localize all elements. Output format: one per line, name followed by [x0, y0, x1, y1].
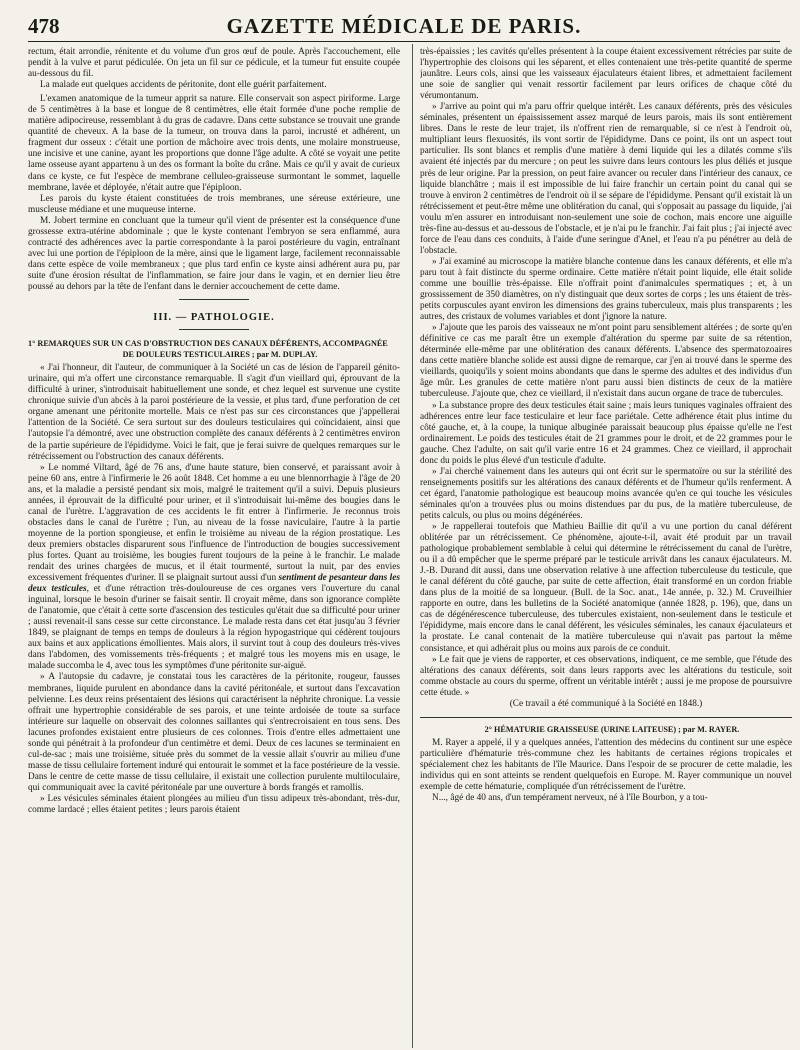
right-column [420, 47, 792, 1047]
paragraph: M. Rayer a appelé, il y a quelques années, l'attention des médecins du continent sur une espèce particulière d'hématurie très-commune chez les habitants de certaines régions tropicales et spécialement chez les habitants de l'île Maurice. Dans l'espoir de se procurer de cette maladie, les individus qui en sont atteints se rendent quelquefois en Europe. M. Rayer communique un nouvel exemple de cette hématurie, compliquée d'un rétrécissement de l'urètre. [420, 737, 792, 793]
paragraph: » Les vésicules séminales étaient plongées au milieu d'un tissu adipeux très-abondant, très-dur, comme lardacé ; elles étaient petites ; leurs parois étaient [28, 794, 400, 816]
left-column [28, 47, 400, 1047]
paragraph: rectum, était arrondie, rénitente et du volume d'un gros œuf de poule. Après l'accouchement, elle pendit à la vulve et parut pédiculée. On jeta un fil sur ce pédicule, et la tumeur fut ensuite coupée au-dessous du fil. [28, 47, 400, 80]
paragraph: » A l'autopsie du cadavre, je constatai tous les caractères de la péritonite, rougeur, fausses membranes, liquide purulent en abondance dans la cavité péritonéale, et surtout dans l'excavation pelvienne. Les deux reins présentaient des lésions qui caractérisent la néphrite chronique. La vessie offrait une hypertrophie considérable de ses parois, et une teinte ardoisée de toute sa surface intérieure sur laquelle on observait des colonnes saillantes qui s'entrecroisaient en tous sens. Des lacunes profondes existaient entre plusieurs de ces colonnes. Trois d'entre elles admettaient une sonde qui pénétrait à la profondeur d'un centimètre et demi. Deux de ces lacunes se terminaient en cul-de-sac ; mais une troisième, située près du sommet de la vessie allait s'ouvrir au milieu d'une masse de tissu cellulaire fortement induré qui entourait le sommet et la face postérieure de la vessie. Dans le centre de cette masse de tissu cellulaire, il existait une collection purulente multiloculaire, qui communiquait avec la cavité péritonéale par une ouverture à bords frangés et ramollis. [28, 672, 400, 793]
paragraph: « J'ai l'honneur, dit l'auteur, de communiquer à la Société un cas de lésion de l'appareil génito-urinaire, qui m'a offert une circonstance remarquable. Il s'agit d'un vieillard qui, éprouvant de la difficulté à uriner, s'introduisait habituellement une sonde, et chez lequel est survenue une cystite chronique suivie d'un abcès à la paroi postérieure de la vessie, et plus tard, d'une perforation de cet organe amenant une péritonite mortelle. Mais ce n'est pas sur ces circonstances que j'appellerai l'attention de la Société. Ce sera surtout sur des douleurs testiculaires qui coïncidaient, ainsi que l'autopsie l'a démontré, avec une obstruction complète des canaux déférents à 2 centimètres environ de la partie supérieure de l'épididyme. Voici le fait, que je ferai suivre de quelques remarques sur le rétrécissement ou l'obstruction des canaux déférents. [28, 363, 400, 462]
section-title: III. — PATHOLOGIE. [153, 312, 275, 324]
paragraph: Les parois du kyste étaient constituées de trois membranes, une séreuse extérieure, une muscleuse médiane et une muqueuse interne. [28, 193, 400, 215]
paragraph: » J'arrive au point qui m'a paru offrir quelque intérêt. Les canaux déférents, près des vésicules séminales, présentent un épaississement assez marqué de leurs parois, mais ils sont entièrement libres. Dans le reste de leur trajet, ils n'offrent rien de remarquable, si ce n'est à l'endroit où, multipliant leurs flexuosités, ils vont sortir de l'épididyme. Dans ce point, ils ont un aspect tout particulier. Ils sont blancs et remplis d'une matière à demi liquide qui les a dilatés comme s'ils avaient été injectés par du mercure ; on peut les suivre dans leurs contours les plus déliés et jusque près de leur origine. Par la pression, on peut faire avancer ou reculer dans l'intérieur des canaux, ce liquide blanchâtre ; mais il est impossible de lui faire franchir un certain point du canal qui se trouve à environ 2 centimètres de l'endroit où il se sépare de l'épididyme. Pensant qu'il existait là un rétrécissement et peut-être même une oblitération du canal, qui s'opposait au passage du liquide, j'ai voulu m'en assurer en introduisant non-seulement une soie de cochon, mais encore une aiguille très-fine au-dessus et au-dessous de l'obstacle, et je n'ai pu le franchir. J'ai fait plus ; j'ai injecté avec force de l'eau dans ces conduits, à l'aide d'une seringue d'Anel, et l'eau n'a pu pénétrer au delà de l'obstacle. [420, 102, 792, 256]
paragraph-text: » Le nommé Viltard, âgé de 76 ans, d'une haute stature, bien conservé, et paraissant avoir à peine 60 ans, entre à l'infirmerie le 26 août 1848. Cet homme a eu une blennorrhagie à l'âge de 20 ans, et la maladie a persisté pendant six mois, malgré le traitement qu'il a suivi. Depuis plusieurs années, il éprouvait de la difficulté pour uriner, et il s'introduisait lui-même des bougies dans le canal de l'urètre. L'aggravation de ces accidents le fit entrer à l'infirmerie. Je reconnus trois obstacles dans le canal de l'urètre ; l'un, au niveau de la fosse naviculaire, l'autre à la partie moyenne de la portion spongieuse, et enfin le troisième au niveau de la région prostatique. Les deux premiers obstacles disparurent sous l'influence de l'introduction de bougies successivement plus fortes. Quant au troisième, les bougies furent toujours de la peine à le franchir. Le malade rendait des urines chargées de mucus, et il était tourmenté, surtout la nuit, par des envies excessivement fréquentes d'uriner. Il se plaignait surtout aussi d'un [28, 462, 400, 584]
article-subtitle: 2° HÉMATURIE GRAISSEUSE (URINE LAITEUSE) ; par M. RAYER. [484, 724, 740, 734]
article-subtitle-line2: DE DOULEURS TESTICULAIRES ; par M. DUPLAY. [122, 350, 318, 360]
column-divider [412, 44, 413, 1048]
paragraph-text: , et d'une rétraction très-douloureuse de ces organes vers l'ouverture du canal inguinal, lorsque le besoin d'uriner se faisait sentir. Il croyait même, dans son ignorance complète de l'anatomie, que c'était à cette sorte d'ascension des testicules qu'était due sa difficulté pour uriner ; aussi revenait-il sans cesse sur cette circonstance. Le malade resta dans cet état jusqu'au 3 février 1849, se plaignant de temps en temps de douleurs à la région hypogastrique qui cédèrent toujours aux bains et aux applications émollientes. Mais alors, il survint tout à coup des douleurs très-vives dans l'abdomen, des vomissements très-fréquents ; et malgré tous les moyens mis en usage, le malade succomba le 4, avec tous les symptômes d'une péritonite sur-aiguë. [28, 584, 400, 672]
paragraph: » Je rappellerai toutefois que Mathieu Baillie dit qu'il a vu une portion du canal déférent oblitérée par un rétrécissement. Ce phénomène, ajoute-t-il, avait été produit par un travail pathologique probablement semblable à celui qui détermine le rétrécissement du canal de l'urètre, ou il a dû empêcher que le sperme préparé par le testicule arrivât dans les canaux éjaculateurs. M. J.-B. Durand dit aussi, dans une observation relative à une affection tuberculeuse du testicule, que le canal déférent du côté gauche, par suite de cette affection, était transformé en un cordon friable dans plus de la moitié de sa longueur. (Bull. de la Soc. anat., 14e année, p. 32.) M. Cruveilhier rapporte en outre, dans les bulletins de la Société anatomique (année 1828, p. 196), que, dans un cas de dégénérescence tuberculeuse, des tubercules existaient, non-seulement dans le testicule et l'épididyme, mais encore dans le canal déférent, les vésicules séminales, les canaux éjaculateurs et la prostate. Le canal contenait de la matière tuberculeuse qui n'avait pas partout la même consistance, et qui adhérait plus ou moins aux parois de ce conduit. [420, 522, 792, 654]
paragraph: La malade eut quelques accidents de péritonite, dont elle guérit parfaitement. [40, 80, 327, 91]
paragraph: N..., âgé de 40 ans, d'un tempérament nerveux, né à l'île Bourbon, y a tou- [432, 793, 708, 804]
paragraph: L'examen anatomique de la tumeur apprit sa nature. Elle conservait son aspect piriforme. Large de 5 centimètres à la base et longue de 8 centimètres, elle était formée d'une poche remplie de matière adipocireuse, ressemblant à du gras de cadavre. Dans cette substance se trouvait une grande quantité de cheveux. A la base de la tumeur, on trouva dans la paroi, incrusté et adhérent, un fragment dur osseux : c'était une portion de mâchoire avec trois dents, une molaire monstrueuse, une incisive et une canine, ayant les proportions que donne l'âge adulte. A côté se voyait une petite lame osseuse ayant appartenu à un des os formant la boîte du crâne. Mais ce qu'il y avait de curieux dans ce kyste, ce fut l'espèce de membrane celluleo-graisseuse surmontant le sommet, laquelle membrane, lavée et déployée, n'était autre que l'épiploon. [28, 94, 400, 193]
paragraph: M. Jobert termine en concluant que la tumeur qu'il vient de présenter est la conséquence d'une grossesse extra-utérine abdominale ; que le kyste contenant l'embryon se sera enflammé, aura contracté des adhérences avec la partie correspondante à la paroi postérieure du vagin, entraînant avec lui une portion de l'épiploon de la mère, ainsi que le ligament large, facilement reconnaissable dans cette espèce de voile membraneux ; que plus tard enfin ce kyste ainsi adhérent aura pu, par suite d'une érosion résultat de l'inflammation, se faire jour dans le vagin, et en dernier lieu être poussé au dehors par la tête de l'enfant dans le dernier accouchement de cette dame. [28, 215, 400, 292]
article-separator [420, 717, 792, 718]
section-rule [179, 329, 249, 330]
paragraph: » Le fait que je viens de rapporter, et ces observations, indiquent, ce me semble, que l'étude des altérations des canaux déférents, soit dans leurs rapports avec les altérations du testicule, soit comme obstacle au cours du sperme, offrent un véritable intérêt ; aussi je me propose de poursuivre cette étude. » [420, 654, 792, 698]
journal-title: GAZETTE MÉDICALE DE PARIS. [226, 14, 582, 38]
paragraph: » J'ajoute que les parois des vaisseaux ne m'ont point paru sensiblement altérées ; de sorte qu'en définitive ce cas me paraît être un exemple d'altération du sperme par suite de sa rétention, déterminée elle-même par une oblitération des canaux déférents. L'absence des spermatozoaires dans cette matière blanche solide est aussi digne de remarque, car j'en ai trouvé dans le sperme des vieillards, quoiqu'ils y soient moins abondants que dans le sperme des adultes et des individus d'un âge mûr. Les granules de cette matière n'ont paru aussi bien distincts de ceux de la matière tuberculeuse. J'ajoute que, chez ce vieillard, il n'existait dans aucun organe de trace de tubercules. [420, 323, 792, 400]
page-header [28, 12, 780, 42]
paragraph: » J'ai examiné au microscope la matière blanche contenue dans les canaux déférents, et elle m'a paru tout à fait distincte du sperme ordinaire. Cette matière n'était point liquide, elle était solide comme une bouillie très-épaisse. Elle n'offrait point d'animalcules spermatiques ; et, à un grossissement de 350 diamètres, on n'y distinguait que deux sortes de corps ; les uns étaient de très-petits corpuscules ayant environ les dimensions des grains tuberculeux, mais plus transparents ; les autres, des cristaux de volumes variables et dont j'ignore la nature. [420, 256, 792, 323]
paragraph: » J'ai cherché vainement dans les auteurs qui ont écrit sur le spermatoïre ou sur la stérilité des renseignements positifs sur les altérations des canaux déférents et de l'humeur qu'ils renferment. A cet égard, l'anatomie pathologique est beaucoup moins avancée qu'en ce qui touche les vésicules séminales qu'on a trouvées plus ou moins distendues par du pus, de la matière tuberculeuse, de petits calculs, ou plus ou moins dégénérées. [420, 466, 792, 521]
paragraph: très-épaissies ; les cavités qu'elles présentent à la coupe étaient excessivement rétrécies par suite de l'hypertrophie des cloisons qui les séparent, et elles contenaient une très-petite quantité de sperme jaunâtre. Leurs cols, ainsi que les vaisseaux éjaculateurs étaient libres, et admettaient facilement une soie de sanglier qui venait ressortir facilement par leurs orifices de chaque côté du vérumontanum. [420, 47, 792, 102]
article-subtitle: 1° REMARQUES SUR UN CAS D'OBSTRUCTION DES CANAUX DÉFÉRENTS, ACCOMPAGNÉE [28, 339, 388, 349]
header-rule [28, 41, 780, 42]
communication-note: (Ce travail a été communiqué à la Société en 1848.) [509, 698, 703, 709]
emphasized-text: sentiment de pesanteur dans les deux testicules [28, 573, 400, 595]
page-number: 478 [28, 14, 60, 38]
paragraph: » La substance propre des deux testicules était saine ; mais leurs tuniques vaginales offraient des adhérences entre leur face testiculaire et leur face pariétale. Cette adhérence était plus intime du côté gauche, et, à la coupe, la tunique albuginée paraissait beaucoup plus épaisse qu'elle ne l'est ordinairement. Le poids des testicules était de 21 grammes pour le droit, et de 22 grammes pour le gauche. Chez l'adulte, on sait qu'il varie entre 16 et 24 grammes. Chez ce vieillard, il approchait donc du poids le plus élevé d'un testicule d'adulte. [420, 400, 792, 466]
section-rule [179, 299, 249, 300]
paragraph [28, 463, 400, 673]
